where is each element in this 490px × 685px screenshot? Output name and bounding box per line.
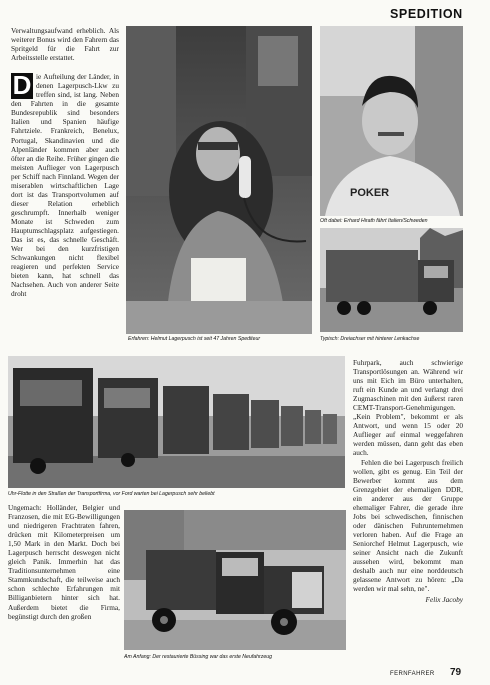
photo-erhard-hirath: [320, 26, 463, 216]
photo-truck-trailer: [320, 228, 463, 332]
photo-truck-fleet: [8, 356, 345, 488]
column-3-paragraph-2: Fehlen die bei Lagerpusch freilich wollen, gibt es genug. Ein Teil der Bewerber kommt aus dem Grenzgebiet der ehemaligen DDR, ein anderer aus der Gruppe ehemaliger Fahrer, die gerade ihre Jobs bei schwedischen, finnischen oder dänischen Fuhrunternehmen verloren haben. Auf die Frage an Seniorchef Helmut Lagerpusch, wie seiner Ansicht nach die Zukunft aussehen wird, bekommt man deshalb auch nur eine norddeutsch gelassene Antwort zu hören: „Da werden wir mal sehn, ne".: [353, 457, 463, 594]
author: Felix Jacoby: [425, 595, 463, 605]
caption-erhard: Oft dabei: Erhard Hirath fährt Italien/Schweden: [320, 218, 428, 224]
photo-erhard-image: [320, 26, 463, 216]
caption-helmut: Erfahren: Helmut Lagerpusch ist seit 47 Jahren Spediteur: [128, 336, 261, 342]
photo-helmut-image: [126, 26, 312, 334]
photo-fleet-image: [8, 356, 345, 488]
photo-helmut-lagerpusch: [126, 26, 312, 334]
column-1-body: ie Aufteilung der Länder, in denen Lagerpusch-Lkw zu treffen sind, ist lang. Neben den Fahrten in die gesamte Bundesrepublik sind besonders Italien und Spanien häufige Fahrtziele. Frankreich, Benelux, Portugal, Skandinavien und die Alpenländer kommen aber auch öfter an die Reihe. Früher gingen die meisten Auflieger von Lagerpusch per Schiff nach Finnland. Wegen der miserablen wirtschaftlichen Lage dort ist das Transportvolumen auf dieser Relation erheblich geschrumpft. Innerhalb weniger Monate ist Schweden zum Hauptumschlagsplatz aufgestiegen. Das ist es, das schnelle Geschäft. Wer bei den kurzfristigen Schwankungen nicht flexibel reagieren und perfekten Service bieten kann, hat schnell das Nachsehen. Auch von anderer Seite droht: [11, 72, 119, 299]
article-column-1: [11, 26, 119, 352]
caption-bussing: Am Anfang: Der restaurierte Büssing war das erste Neufahrzeug: [124, 654, 273, 660]
photo-truck-image: [320, 228, 463, 332]
article-column-2: [8, 503, 120, 663]
article-column-3: [353, 358, 463, 664]
svg-text:POKER: POKER: [350, 187, 390, 199]
photo-bussing-image: [124, 510, 346, 650]
photo-bussing-truck: [124, 510, 346, 650]
section-title: SPEDITION: [390, 7, 463, 21]
column-3-paragraph-1: Fuhrpark, auch schwierige Transportlösungen an. Während wir uns mit Eich im Büro unterhalten, ruft ein Kunde an und verlangt drei Zugmaschinen mit den äußerst raren CEMT-Transport-Genehmigungen. „Kein Problem", bekommt er als Antwort, und wenn 15 oder 20 Auflieger auf einmal weggefahren werden müssen, dann geht das eben auch.: [353, 358, 463, 458]
footer-magazine-name: FERNFAHRER: [390, 671, 435, 677]
drop-cap: D: [12, 70, 32, 101]
caption-fleet: Uhr-Flotte in den Straßen der Transportfirma, vor Ford warten bei Lagerpusch sehr beliebt: [8, 491, 215, 497]
page-number: 79: [450, 667, 462, 678]
column-1-intro: Verwaltungsaufwand erheblich. Als weiterer Bonus wird den Fahrern das Spritgeld für die Fahrt zur Arbeitsstelle erstattet.: [11, 26, 119, 63]
column-2-body: Ungemach: Holländer, Belgier und Franzosen, die mit EG-Bewilligungen und niedrigeren Frachtraten fahren, drücken mit Kilometerpreisen um 1,50 Mark in den Markt. Doch bei Lagerpusch herrscht deswegen nicht gleich Panik. Immerhin hat das Traditionsunternehmen eine Stammkundschaft, die teilweise auch schon schlechte Erfahrungen mit Billiganbietern hinter sich hat. Außerdem bietet die Firma, begünstigt durch den großen: [8, 503, 120, 621]
caption-truck-small: Typisch: Dreiachser mit hinterer Lenkachse: [320, 336, 420, 342]
